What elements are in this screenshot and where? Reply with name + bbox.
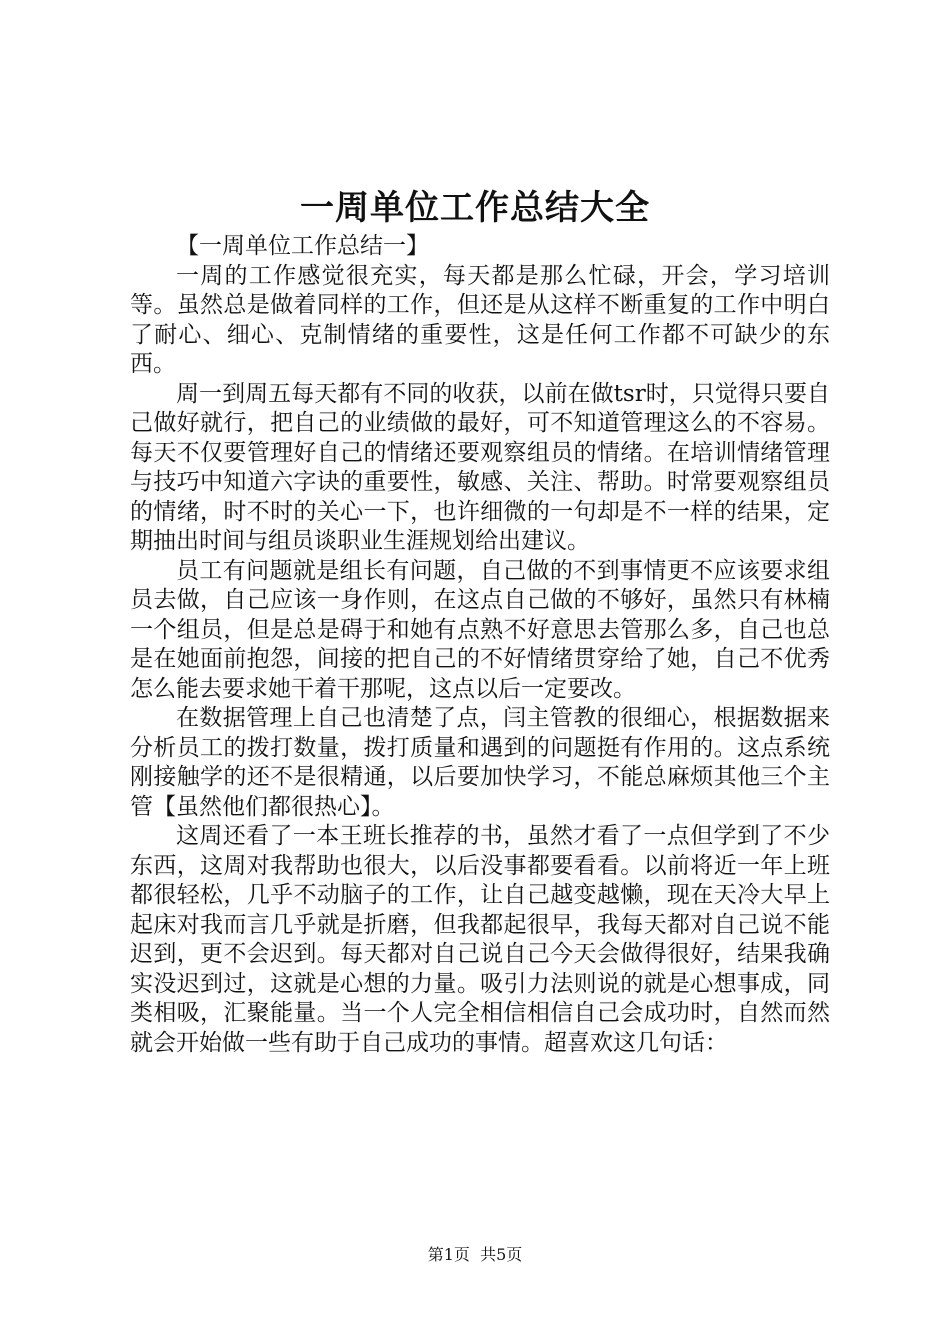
body-paragraph: 周一到周五每天都有不同的收获，以前在做tsr时，只觉得只要自己做好就行，把自己的业绩做的最好，可不知道管理这么的不容易。每天不仅要管理好自己的情绪还要观察组员的情绪。在培训情绪管理与技巧中知道六字诀的重要性，敏感、关注、帮助。时常要观察组员的情绪，时不时的关心一下，也许细微的一句却是不一样的结果，定期抽出时间与组员谈职业生涯规划给出建议。	[130, 380, 830, 554]
section-heading: 【一周单位工作总结一】	[176, 233, 429, 259]
document-title: 一周单位工作总结大全	[300, 188, 650, 228]
body-paragraph: 员工有问题就是组长有问题，自己做的不到事情更不应该要求组员去做，自己应该一身作则，在这点自己做的不够好，虽然只有林楠一个组员，但是总是碍于和她有点熟不好意思去管那么多，自己也总是在她面前抱怨，间接的把自己的不好情绪贯穿给了她，自己不优秀怎么能去要求她干着干那呢，这点以后一定要改。	[130, 557, 830, 702]
body-paragraph: 一周的工作感觉很充实，每天都是那么忙碌，开会，学习培训等。虽然总是做着同样的工作，但还是从这样不断重复的工作中明白了耐心、细心、克制情绪的重要性，这是任何工作都不可缺少的东西。	[130, 262, 830, 377]
body-paragraph: 这周还看了一本王班长推荐的书，虽然才看了一点但学到了不少东西，这周对我帮助也很大，以后没事都要看看。以前将近一年上班都很轻松，几乎不动脑子的工作，让自己越变越懒，现在天冷大早上起床对我而言几乎就是折磨，但我都起很早，我每天都对自己说不能迟到，更不会迟到。每天都对自己说自己今天会做得很好，结果我确实没迟到过，这就是心想的力量。吸引力法则说的就是心想事成，同类相吸，汇聚能量。当一个人完全相信相信自己会成功时，自然而然就会开始做一些有助于自己成功的事情。超喜欢这几句话：	[130, 823, 830, 1056]
page-footer	[0, 1243, 950, 1267]
page-total: 共5页	[480, 1245, 523, 1264]
body-paragraph: 在数据管理上自己也清楚了点，闫主管教的很细心，根据数据来分析员工的拨打数量，拨打质量和遇到的问题挺有作用的。这点系统刚接触学的还不是很精通，以后要加快学习，不能总麻烦其他三个主管【虽然他们都很热心】。	[130, 705, 830, 820]
page-number: 第1页	[427, 1245, 470, 1264]
document-body	[130, 232, 830, 1058]
